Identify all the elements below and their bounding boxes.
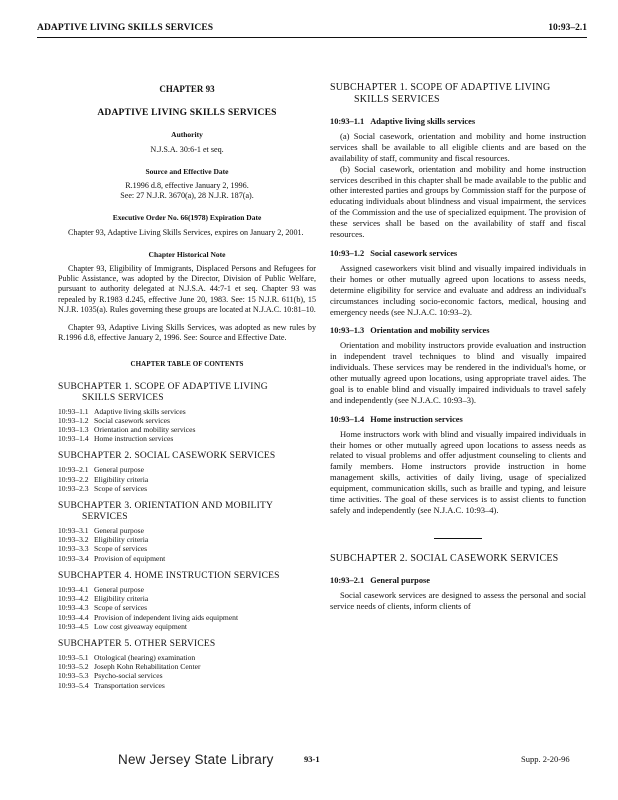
section-heading-1-3: 10:93–1.3 Orientation and mobility services bbox=[330, 326, 490, 336]
toc-entry[interactable]: 10:93–1.3 Orientation and mobility services bbox=[58, 425, 196, 435]
executive-order-heading: Executive Order No. 66(1978) Expiration Date bbox=[112, 213, 262, 223]
section-divider bbox=[434, 538, 482, 539]
section-heading-1-2: 10:93–1.2 Social casework services bbox=[330, 248, 458, 258]
executive-order-text: Chapter 93, Adaptive Living Skills Services, expires on January 2, 2001. bbox=[68, 227, 304, 237]
header-section-number: 10:93–2.1 bbox=[548, 23, 587, 33]
running-header bbox=[37, 21, 587, 38]
toc-entry[interactable]: 10:93–4.3 Scope of services bbox=[58, 603, 148, 613]
toc-subchapter-1 bbox=[58, 382, 316, 444]
left-column bbox=[58, 76, 316, 690]
toc-entry[interactable]: 10:93–2.2 Eligibility criteria bbox=[58, 474, 149, 484]
historical-note-para-2: Chapter 93, Adaptive Living Skills Services, was adopted as new rules by R.1996 d.8, effective January 2, 1996. See: Source and Effective Date. bbox=[58, 323, 316, 343]
source-heading: Source and Effective Date bbox=[145, 166, 229, 176]
toc-subchapter-heading: SUBCHAPTER 4. HOME INSTRUCTION SERVICES bbox=[58, 570, 280, 581]
toc-entry[interactable]: 10:93–2.1 General purpose bbox=[58, 465, 144, 475]
toc-entry[interactable]: 10:93–5.2 Joseph Kohn Rehabilitation Center bbox=[58, 662, 201, 672]
section-1-3-para: Orientation and mobility instructors provide evaluation and instruction in independent travel techniques to blind and visually impaired individuals. These services may be rendered in the individual's home, or other mutually agreed upon locations, using appropriate travel aides. The goal is to enable blind and visually impaired individuals to travel safely and independently (see N.J.A.C. 10:93–3). bbox=[330, 340, 586, 405]
source-line-2: See: 27 N.J.R. 3670(a), 28 N.J.R. 187(a). bbox=[120, 191, 254, 201]
toc-entry[interactable]: 10:93–4.5 Low cost giveaway equipment bbox=[58, 621, 187, 631]
toc-subchapter-heading: SUBCHAPTER 2. SOCIAL CASEWORK SERVICES bbox=[58, 451, 276, 462]
supplement-date: Supp. 2-20-96 bbox=[521, 754, 570, 764]
toc-subchapter-heading: SUBCHAPTER 3. ORIENTATION AND MOBILITY SERVICES bbox=[58, 501, 274, 523]
toc-subchapter-2 bbox=[58, 451, 316, 493]
toc-entry[interactable]: 10:93–1.2 Social casework services bbox=[58, 415, 170, 425]
toc-entry[interactable]: 10:93–5.4 Transportation services bbox=[58, 680, 165, 690]
toc-subchapter-3 bbox=[58, 501, 316, 563]
section-heading-1-4: 10:93–1.4 Home instruction services bbox=[330, 414, 463, 424]
toc-entry[interactable]: 10:93–3.2 Eligibility criteria bbox=[58, 535, 149, 545]
page-number: 93-1 bbox=[304, 754, 320, 764]
section-1-1-para-a: (a) Social casework, orientation and mobility and home instruction services shall be available to all eligible clients and are based on the availability of staff, community and fiscal resources. bbox=[330, 130, 586, 163]
section-1-2-para: Assigned caseworkers visit blind and visually impaired individuals in their homes or other mutually agreed upon locations to assess needs, determine eligibility for service and evaluate and address an individual's circumstances including socio-economic factors, medical, housing and emergency needs (see N.J.A.C. 10:93–2). bbox=[330, 262, 586, 317]
toc-entry[interactable]: 10:93–3.1 General purpose bbox=[58, 526, 144, 536]
historical-note-heading: Chapter Historical Note bbox=[148, 249, 226, 259]
subchapter-1-heading: SUBCHAPTER 1. SCOPE OF ADAPTIVE LIVING SKILLS SERVICES bbox=[330, 82, 551, 105]
right-column bbox=[330, 76, 586, 612]
authority-text: N.J.S.A. 30:6-1 et seq. bbox=[150, 144, 224, 154]
section-heading-1-1: 10:93–1.1 Adaptive living skills services bbox=[330, 117, 476, 126]
header-title: ADAPTIVE LIVING SKILLS SERVICES bbox=[37, 23, 214, 33]
section-1-4-para: Home instructors work with blind and visually impaired individuals in their homes or other mutually agreed upon locations to assess needs as related to visual problems and offer adjustment counseling to clients and family members. Home instructors provide instruction in home management skills, activities of daily living, usage of specialized equipment, communication skills, such as braille and typing, and leisure time activities. The goal of these services is to assist clients to function safely and independently (see N.J.A.C. 10:93–4). bbox=[330, 428, 586, 515]
historical-note-para-1: Chapter 93, Eligibility of Immigrants, Displaced Persons and Refugees for Public Assistance, was adopted by the Director, Division of Public Welfare, pursuant to authority delegated at N.J.S.A. 44:7-1 et seq. Chapter 93 was repealed by R.1983 d.245, effective June 20, 1983. See: 15 N.J.R. 611(b), 15 N.J.R. 1035(a). Rules governing these groups are located at N.J.A.C. 10:81–10. bbox=[58, 264, 316, 314]
toc-subchapter-5 bbox=[58, 639, 316, 690]
toc-subchapter-heading: SUBCHAPTER 5. OTHER SERVICES bbox=[58, 638, 216, 649]
toc-subchapter-4 bbox=[58, 571, 316, 631]
toc-entry[interactable]: 10:93–1.4 Home instruction services bbox=[58, 434, 174, 444]
toc-entry[interactable]: 10:93–3.3 Scope of services bbox=[58, 544, 148, 554]
table-of-contents-heading: CHAPTER TABLE OF CONTENTS bbox=[130, 360, 244, 369]
toc-entry[interactable]: 10:93–4.1 General purpose bbox=[58, 584, 144, 594]
library-watermark: New Jersey State Library bbox=[118, 752, 274, 767]
toc-subchapter-heading: SUBCHAPTER 1. SCOPE OF ADAPTIVE LIVING SKILLS SERVICES bbox=[58, 381, 268, 403]
toc-entry[interactable]: 10:93–2.3 Scope of services bbox=[58, 483, 148, 493]
section-heading-2-1: 10:93–2.1 General purpose bbox=[330, 576, 430, 586]
authority-heading: Authority bbox=[171, 130, 203, 140]
subchapter-2-heading: SUBCHAPTER 2. SOCIAL CASEWORK SERVICES bbox=[330, 552, 559, 564]
toc-entry[interactable]: 10:93–4.2 Eligibility criteria bbox=[58, 594, 149, 604]
toc-entry[interactable]: 10:93–5.3 Psycho-social services bbox=[58, 671, 163, 681]
chapter-number: CHAPTER 93 bbox=[159, 84, 215, 94]
section-1-1-para-b: (b) Social casework, orientation and mobility and home instruction services described in this chapter shall be made available to the public and other interested parties and groups by Commission staff for the purpose of educating individuals about blindness and visual impairment, the services of the Commission and the use of specialized equipment. The provision of these services shall be based on the availability of staff and fiscal resources. bbox=[330, 163, 586, 240]
page-footer bbox=[0, 752, 618, 774]
toc-entry[interactable]: 10:93–3.4 Provision of equipment bbox=[58, 553, 166, 563]
chapter-title: ADAPTIVE LIVING SKILLS SERVICES bbox=[97, 108, 277, 119]
toc-entry[interactable]: 10:93–5.1 Otological (hearing) examination bbox=[58, 652, 196, 662]
toc-entry[interactable]: 10:93–4.4 Provision of independent living aids equipment bbox=[58, 612, 239, 622]
section-2-1-para: Social casework services are designed to assess the personal and social service needs of clients, inform clients of bbox=[330, 590, 586, 612]
source-line-1: R.1996 d.8, effective January 2, 1996. bbox=[125, 181, 249, 191]
toc-entry[interactable]: 10:93–1.1 Adaptive living skills services bbox=[58, 406, 186, 416]
